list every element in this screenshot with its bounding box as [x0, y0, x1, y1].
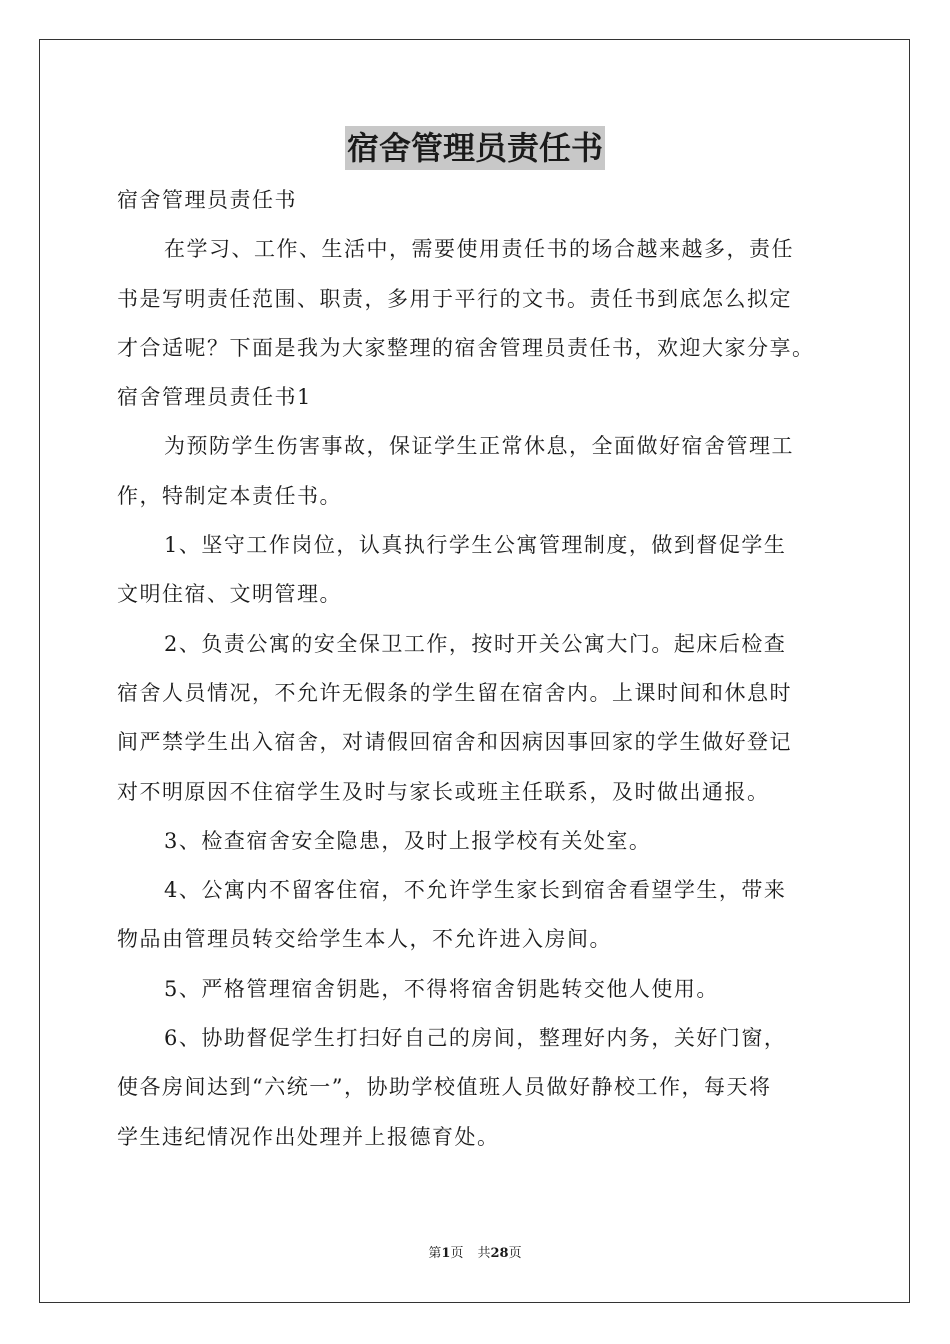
document-title: 宿舍管理员责任书 [345, 126, 605, 170]
body-line: 2、负责公寓的安全保卫工作，按时开关公寓大门。起床后检查 [164, 631, 787, 656]
page-footer [0, 1245, 950, 1263]
body-line: 使各房间达到“六统一”，协助学校值班人员做好静校工作，每天将 [117, 1075, 772, 1100]
body-line: 间严禁学生出入宿舍，对请假回宿舍和因病因事回家的学生做好登记 [117, 730, 792, 755]
body-line: 3、检查宿舍安全隐患，及时上报学校有关处室。 [164, 828, 652, 853]
document-body [117, 176, 837, 1162]
body-line: 1、坚守工作岗位，认真执行学生公寓管理制度，做到督促学生 [164, 533, 787, 558]
body-line: 才合适呢？下面是我为大家整理的宿舍管理员责任书，欢迎大家分享。 [117, 335, 815, 360]
body-line: 学生违纪情况作出处理并上报德育处。 [117, 1124, 500, 1149]
body-line: 宿舍管理员责任书 [117, 188, 297, 212]
page-current: 1 [441, 1246, 451, 1261]
body-line: 4、公寓内不留客住宿，不允许学生家长到宿舍看望学生，带来 [164, 878, 787, 903]
body-line: 对不明原因不住宿学生及时与家长或班主任联系，及时做出通报。 [117, 779, 770, 804]
title-container [0, 126, 950, 170]
body-line: 文明住宿、文明管理。 [117, 582, 342, 607]
body-line: 6、协助督促学生打扫好自己的房间，整理好内务，关好门窗， [164, 1026, 787, 1051]
body-line: 书是写明责任范围、职责，多用于平行的文书。责任书到底怎么拟定 [117, 286, 792, 311]
body-line: 在学习、工作、生活中，需要使用责任书的场合越来越多，责任 [164, 237, 794, 262]
body-line: 为预防学生伤害事故，保证学生正常休息，全面做好宿舍管理工 [164, 434, 794, 459]
body-line: 宿舍人员情况，不允许无假条的学生留在宿舍内。上课时间和休息时 [117, 680, 792, 705]
total-suffix: 页 [508, 1246, 522, 1261]
section-heading: 宿舍管理员责任书1 [117, 385, 312, 410]
page-total: 28 [490, 1246, 509, 1261]
body-line: 5、严格管理宿舍钥匙，不得将宿舍钥匙转交他人使用。 [164, 976, 719, 1001]
page-suffix: 页 [450, 1246, 464, 1261]
body-line: 物品由管理员转交给学生本人，不允许进入房间。 [117, 927, 612, 952]
page-prefix: 第 [428, 1246, 442, 1261]
body-line: 作，特制定本责任书。 [117, 483, 342, 508]
total-prefix: 共 [477, 1246, 491, 1261]
